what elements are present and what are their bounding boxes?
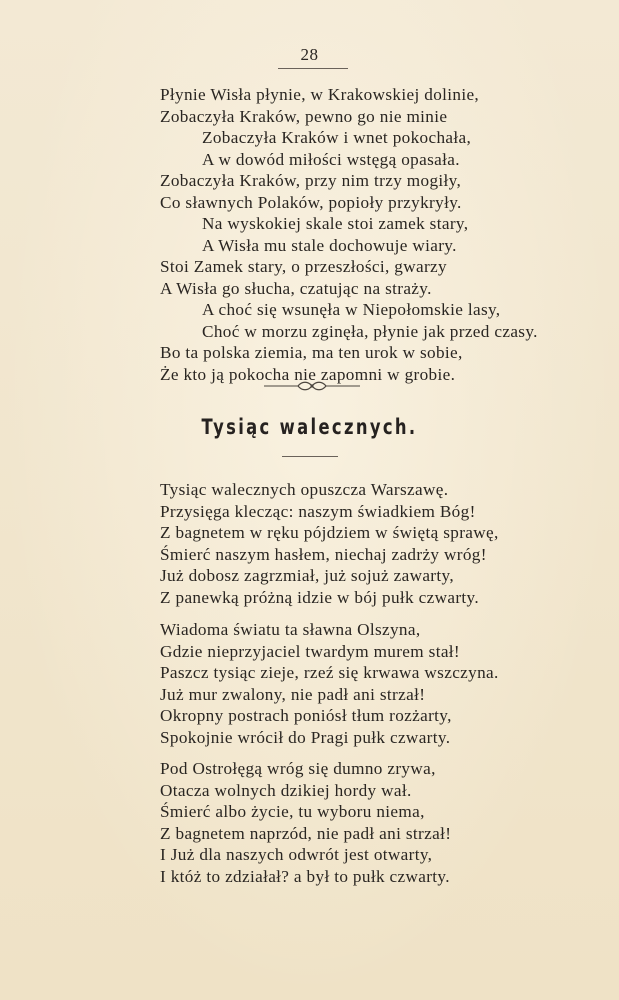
- poem-title: Tysiąc walecznych.: [201, 415, 418, 439]
- stanza-line: Pod Ostrołęgą wróg się dumno zrywa,: [160, 759, 436, 778]
- header-rule: [278, 68, 348, 69]
- poem-line: Że kto ją pokocha nie zapomni w grobie.: [160, 364, 456, 384]
- poem-line: A Wisła mu stale dochowuje wiary.: [202, 235, 457, 255]
- stanza-line: Śmierć albo życie, tu wyboru niema,: [160, 802, 425, 822]
- poem-line: Zobaczyła Kraków, przy nim trzy mogiły,: [160, 171, 462, 190]
- stanza-line: Już mur zwalony, nie padł ani strzał!: [160, 684, 426, 704]
- stanza-line: Z bagnetem naprzód, nie padł ani strzał!: [160, 823, 452, 843]
- poem-line: Co sławnych Polaków, popioły przykryły.: [160, 192, 462, 212]
- stanza-line: Z bagnetem w ręku pójdziem w świętą sprawę,: [160, 523, 499, 543]
- poem-line: Zobaczyła Kraków i wnet pokochała,: [202, 128, 472, 147]
- stanza-line: Spokojnie wrócił do Pragi pułk czwarty.: [160, 728, 451, 747]
- stanza-line: Tysiąc walecznych opuszcza Warszawę.: [160, 480, 449, 499]
- stanza-line: Wiadoma światu ta sławna Olszyna,: [160, 620, 421, 639]
- page-number: 28: [300, 45, 319, 64]
- stanza-line: Okropny postrach poniósł tłum rozżarty,: [160, 706, 452, 726]
- ornament-divider-icon: [262, 378, 362, 394]
- poem-line: Choć w morzu zginęła, płynie jak przed czasy.: [202, 321, 538, 341]
- poem-line: A choć się wsunęła w Niepołomskie lasy,: [202, 300, 501, 319]
- poem-line: A w dowód miłości wstęgą opasała.: [202, 149, 460, 169]
- stanza-line: Gdzie nieprzyjaciel twardym murem stał!: [160, 641, 460, 661]
- stanza-line: Paszcz tysiąc zieje, rzeź się krwawa wszczyna.: [160, 663, 499, 683]
- poem-line: A Wisła go słucha, czatując na straży.: [160, 278, 432, 298]
- poem-line: Bo ta polska ziemia, ma ten urok w sobie,: [160, 343, 463, 362]
- poem-line: Stoi Zamek stary, o przeszłości, gwarzy: [160, 257, 447, 276]
- poem-line: Płynie Wisła płynie, w Krakowskiej dolinie,: [160, 85, 480, 104]
- stanza-line: Z panewką próżną idzie w bój pułk czwarty.: [160, 588, 480, 607]
- poem-line: Na wyskokiej skale stoi zamek stary,: [202, 214, 469, 233]
- stanza-line: Śmierć naszym hasłem, niechaj zadrży wróg!: [160, 544, 487, 564]
- title-rule: [282, 456, 338, 457]
- stanza-line: I któż to zdziałał? a był to pułk czwarty.: [160, 867, 450, 886]
- stanza-line: I Już dla naszych odwrót jest otwarty,: [160, 845, 433, 865]
- stanza-line: Już dobosz zagrzmiał, już sojuż zawarty,: [160, 566, 454, 586]
- stanza-line: Otacza wolnych dzikiej hordy wał.: [160, 780, 412, 800]
- poem-line: Zobaczyła Kraków, pewno go nie minie: [160, 106, 448, 126]
- stanza-line: Przysięga klecząc: naszym świadkiem Bóg!: [160, 501, 476, 521]
